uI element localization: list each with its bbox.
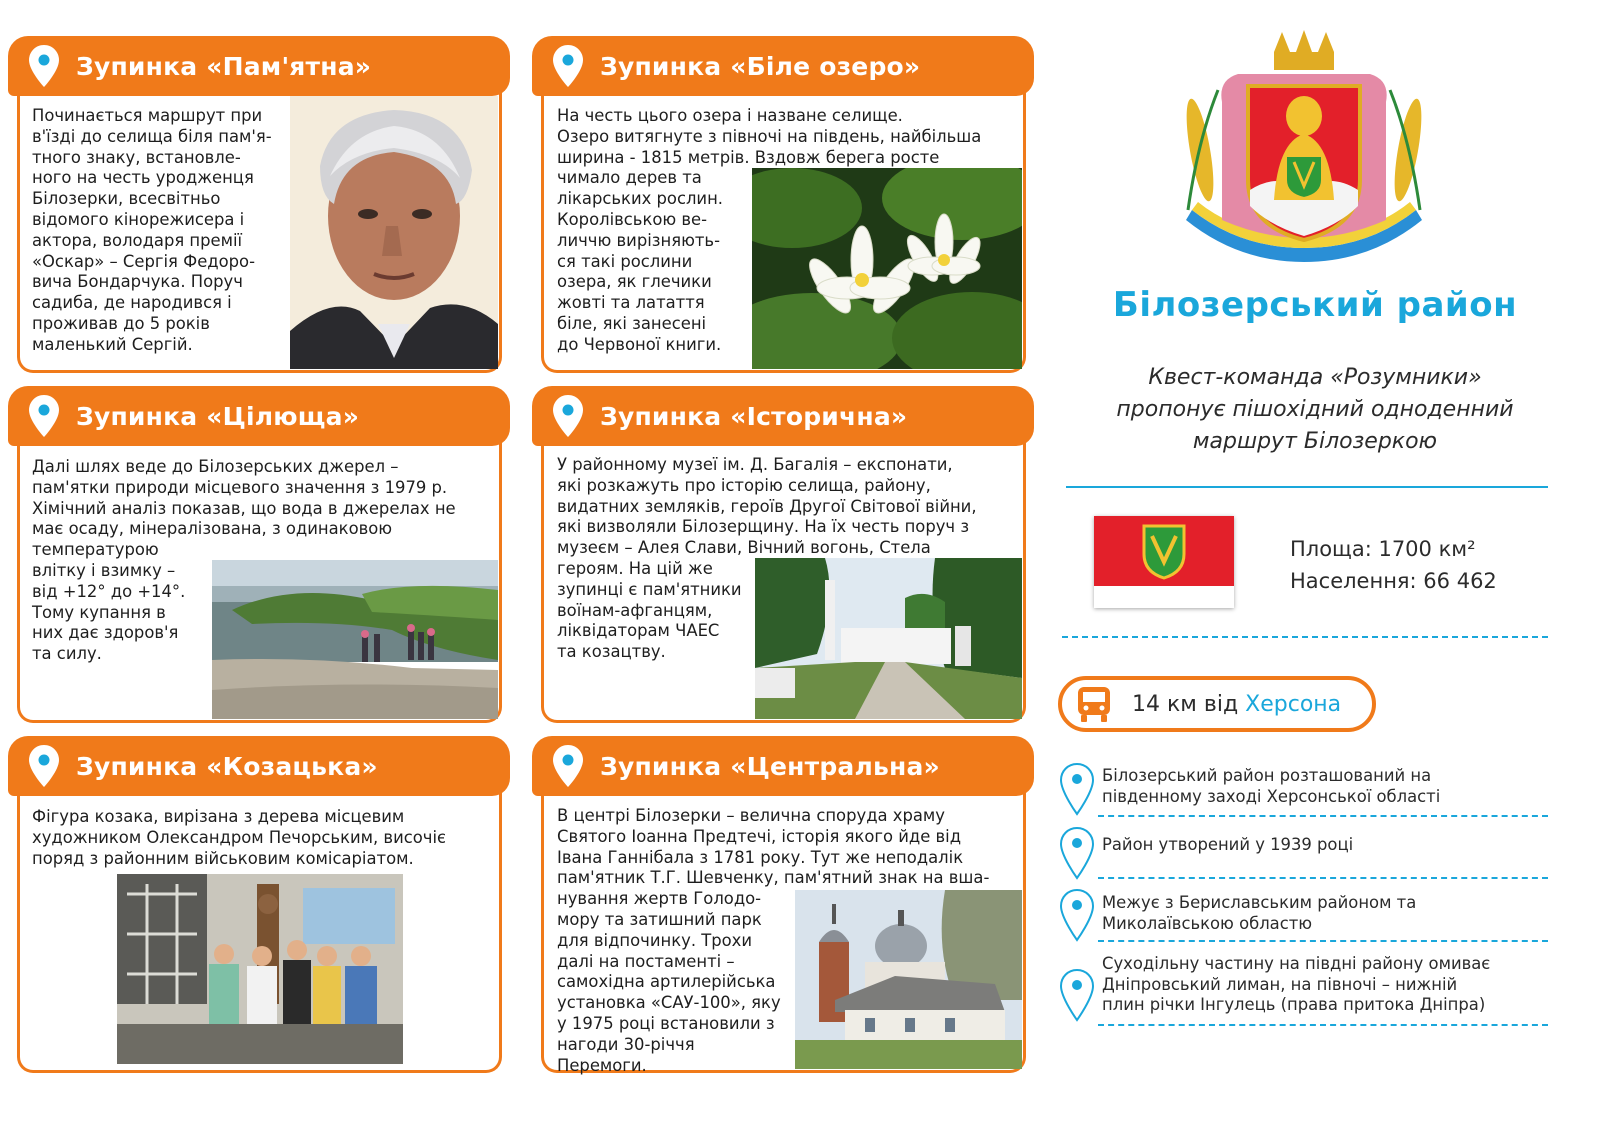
distance-text: 14 км від Херсона — [1132, 691, 1342, 717]
location-pin-icon — [1058, 762, 1096, 816]
stop-description: Далі шлях веде до Білозерських джерел – пам'ятки природи місцевого значення з 1979 р. Хімічний аналіз показав, що вода в джерелах не має осаду, мінералізована, з одинаковою температурою влітку і взимку – від +12° до +14°. Тому купання в них дає здоров'я та силу. — [32, 457, 456, 664]
map-pin-icon — [28, 744, 60, 788]
springs-photo — [212, 560, 498, 719]
divider — [1066, 486, 1548, 488]
district-title: Білозерський район — [1112, 285, 1518, 325]
coat-of-arms-icon — [1178, 30, 1430, 270]
location-pin-icon — [1058, 968, 1096, 1022]
bus-icon — [1076, 685, 1112, 723]
divider — [1098, 1024, 1548, 1026]
stop-description: В центрі Білозерки – велична споруда храму Святого Іоанна Предтечі, історія якого йде від Івана Ганнібала з 1781 року. Тут же неподалік пам'ятник Т.Г. Шевченку, пам'ятний знак на вша- нування жертв Голодо- мору та затишний парк для відпочинку. Трохи далі на постаменті – самохідна артилерійська установка «САУ-100», яку у 1975 році встановили з нагоди 30-річчя Перемоги. — [557, 806, 990, 1075]
water-lily-photo — [752, 168, 1022, 369]
stop-title: Зупинка «Козацька» — [76, 751, 378, 781]
stop-title: Зупинка «Цілюща» — [76, 401, 360, 431]
distance-city: Херсона — [1245, 691, 1342, 717]
church-photo — [795, 890, 1022, 1069]
memorial-alley-photo — [755, 558, 1022, 719]
portrait-photo — [290, 96, 498, 369]
stop-card-header — [532, 386, 1034, 446]
stop-description: У районному музеї ім. Д. Багалія – експонати, які розкажуть про історію селища, району, видатних земляків, героїв Другої Світової війни, які визволяли Білозерщину. На їх честь поруч з музеєм – Алея Слави, Вічний вогонь, Стела героям. На цій же зупинці є пам'ятники воїнам-афганцям, ліквідаторам ЧАЕС та козацтву. — [557, 455, 977, 662]
stop-card-header — [8, 36, 510, 96]
stop-description: Фігура козака, вирізана з дерева місцевим художником Олександром Печорським, височіє поряд з районним військовим комісаріатом. — [32, 807, 446, 868]
divider — [1062, 636, 1548, 638]
stop-card-header — [532, 36, 1034, 96]
stop-title: Зупинка «Центральна» — [600, 751, 940, 781]
divider — [1098, 815, 1548, 817]
district-stats — [1290, 533, 1497, 597]
divider — [1098, 877, 1548, 879]
map-pin-icon — [28, 394, 60, 438]
distance-badge — [1058, 676, 1376, 732]
stop-description: Починається маршрут при в'їзді до селища біля пам'я- тного знаку, встановле- ного на честь уродженця Білозерки, всесвітньо відомого кінорежисера і актора, володаря премії «Оскар» – Сергія Федоро- вича Бондарчука. Поруч садиба, де народився і проживав до 5 років маленький Сергій. — [32, 106, 272, 354]
stop-card-header — [532, 736, 1034, 796]
stop-card-header — [8, 736, 510, 796]
map-pin-icon — [552, 744, 584, 788]
cossack-figure-photo — [117, 874, 403, 1064]
stop-description: На честь цього озера і назване селище. Озеро витягнуте з півночі на південь, найбільша ширина - 1815 метрів. Вздовж берега росте чимало дерев та лікарських рослин. Королівською ве- личчю вирізняють- ся такі рослини озера, як глечики жовті та латаття біле, які занесені до Червоної книги. — [557, 106, 982, 354]
location-pin-icon — [1058, 888, 1096, 942]
district-flag-icon — [1094, 516, 1234, 608]
map-pin-icon — [28, 44, 60, 88]
location-pin-icon — [1058, 826, 1096, 880]
map-pin-icon — [552, 394, 584, 438]
area-value: Площа: 1700 км² — [1290, 537, 1476, 561]
population-value: Населення: 66 462 — [1290, 569, 1497, 593]
stop-title: Зупинка «Пам'ятна» — [76, 51, 372, 81]
map-pin-icon — [552, 44, 584, 88]
district-subtitle: Квест-команда «Розумники» пропонує пішохідний одноденний маршрут Білозеркою — [1116, 365, 1514, 454]
stop-title: Зупинка «Історична» — [600, 401, 908, 431]
stop-card-header — [8, 386, 510, 446]
divider — [1098, 940, 1548, 942]
stop-title: Зупинка «Біле озеро» — [600, 51, 921, 81]
